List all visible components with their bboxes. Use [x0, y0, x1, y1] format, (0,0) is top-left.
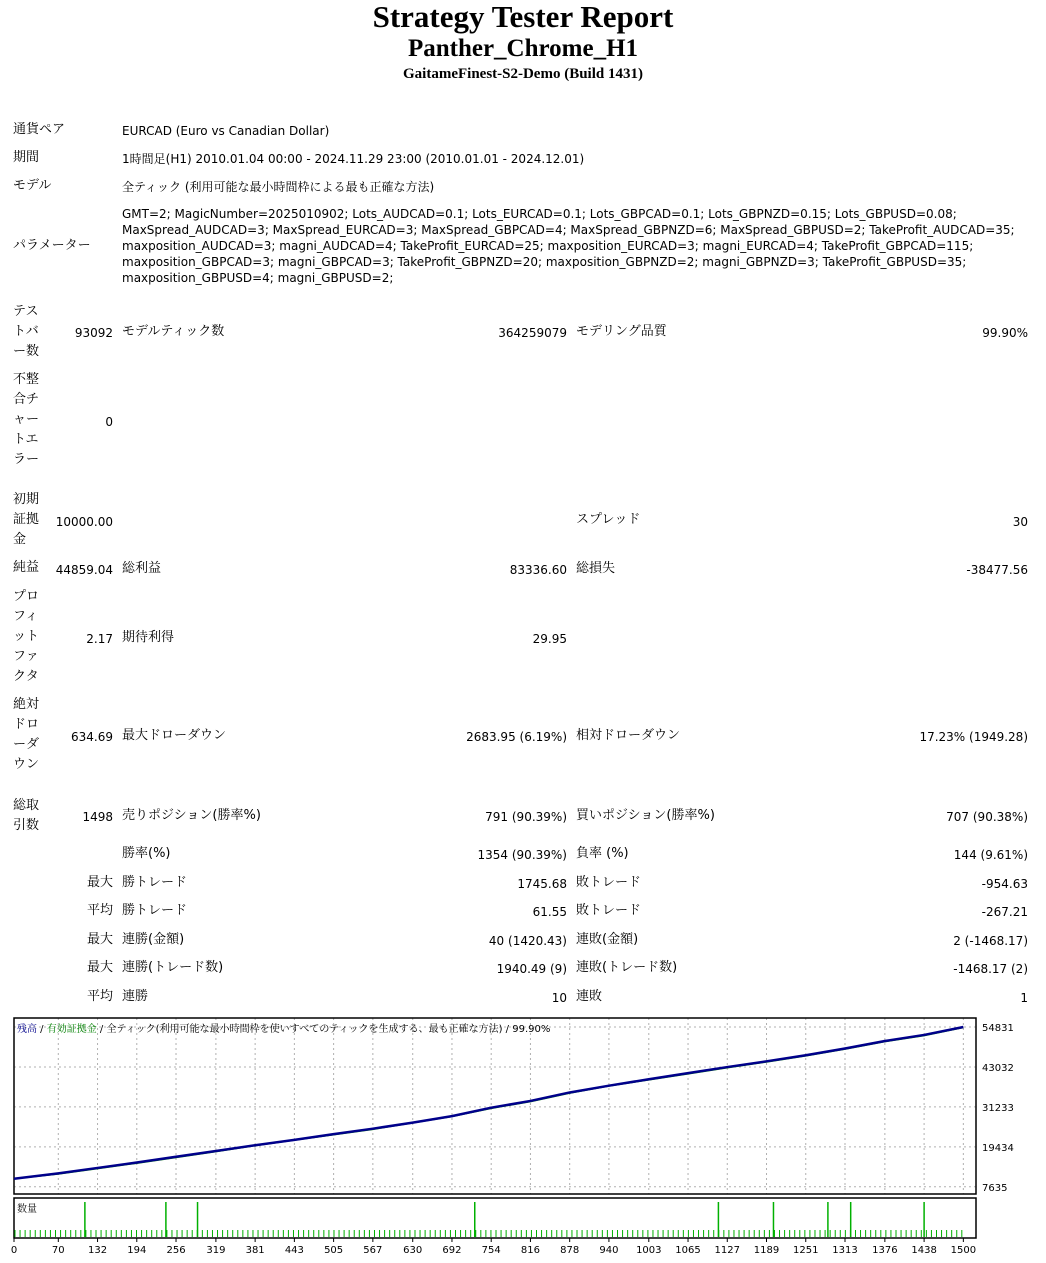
- x-tick-label: 443: [284, 1245, 304, 1256]
- average-prefix: 平均: [86, 903, 113, 918]
- winrate-label: 勝率(%): [122, 846, 171, 861]
- x-tick-label: 319: [206, 1245, 226, 1256]
- pair-label: 通貨ペア: [13, 122, 66, 137]
- x-tick-label: 940: [599, 1245, 619, 1256]
- max-cons-lossamt-label: 連敗(トレード数): [576, 960, 678, 975]
- abs-dd-label: 絶対ドローダウン: [13, 697, 40, 772]
- x-tick-label: 1251: [793, 1245, 819, 1256]
- x-tick-label: 132: [87, 1245, 108, 1256]
- long-value: 707 (90.38%): [946, 810, 1028, 824]
- balance-chart: [12, 1016, 1034, 1260]
- gross-loss-label: 総損失: [576, 561, 616, 576]
- largest-loss-label: 敗トレード: [576, 875, 642, 890]
- x-tick-label: 1313: [832, 1245, 858, 1256]
- x-tick-label: 878: [560, 1245, 580, 1256]
- y-tick-label: 43032: [982, 1062, 1014, 1074]
- avg-cons-loss-label: 連敗: [576, 989, 603, 1004]
- gross-profit-label: 総利益: [122, 561, 162, 576]
- ea-name: Panther_Chrome_H1: [407, 35, 639, 62]
- bars-label: テストバー数: [13, 304, 40, 359]
- x-tick-label: 256: [166, 1245, 186, 1256]
- expected-value: 29.95: [532, 632, 567, 646]
- x-tick-label: 505: [324, 1245, 344, 1256]
- chart-legend: 残高 / 有効証拠金 / 全ティック(利用可能な最小時間枠を使いすべてのティックを生成する、最も正確な方法) / 99.90%: [17, 1024, 551, 1035]
- legend-desc: 全ティック(利用可能な最小時間枠を使いすべてのティックを生成する、最も正確な方法): [106, 1024, 503, 1035]
- x-tick-label: 0: [10, 1245, 18, 1256]
- legend-quality: 99.90%: [512, 1024, 551, 1035]
- max-cons-lossamt-value: -1468.17 (2): [953, 962, 1028, 976]
- max-dd-label: 最大ドローダウン: [122, 728, 227, 743]
- largest-prefix: 最大: [86, 875, 113, 890]
- rel-dd-label: 相対ドローダウン: [576, 728, 681, 743]
- x-tick-label: 630: [403, 1245, 423, 1256]
- max-cons-win-label: 連勝(金額): [122, 932, 185, 947]
- volume-label: 数量: [17, 1204, 37, 1215]
- expected-label: 期待利得: [122, 630, 175, 645]
- avg-loss-label: 敗トレード: [576, 903, 642, 918]
- x-tick-label: 754: [481, 1245, 501, 1256]
- max-cons-loss-label: 連敗(金額): [576, 932, 639, 947]
- y-tick-label: 31233: [982, 1102, 1014, 1114]
- avg-cons-prefix: 平均: [86, 989, 113, 1004]
- avg-win-value: 61.55: [532, 905, 567, 919]
- max-cons-prefix: 最大: [86, 932, 113, 947]
- net-label: 純益: [13, 560, 40, 575]
- max-cons-count-prefix: 最大: [86, 960, 113, 975]
- ticks-value: 364259079: [498, 326, 567, 340]
- quality-label: モデリング品質: [576, 324, 667, 339]
- largest-win-label: 勝トレード: [122, 875, 188, 890]
- winrate-value: 1354 (90.39%): [477, 848, 567, 862]
- y-tick-label: 7635: [982, 1182, 1008, 1194]
- x-tick-label: 1189: [753, 1245, 780, 1256]
- y-tick-label: 54831: [982, 1023, 1014, 1035]
- max-cons-profit-label: 連勝(トレード数): [122, 960, 224, 975]
- avg-cons-loss-value: 1: [1020, 991, 1028, 1005]
- x-tick-label: 692: [442, 1245, 462, 1256]
- report-title: Strategy Tester Report: [372, 0, 674, 34]
- params-line-3: maxposition_AUDCAD=3; magni_AUDCAD=4; TakeProfit_EURCAD=25; maxposition_EURCAD=3; magni_EURCAD=4; TakeProfit_GBPCAD=115;: [122, 239, 974, 253]
- avg-cons-win-label: 連勝: [122, 989, 149, 1004]
- params-line-4: maxposition_GBPCAD=3; magni_GBPCAD=3; TakeProfit_GBPNZD=20; maxposition_GBPNZD=2; magni_GBPNZD=3; TakeProfit_GBPUSD=35;: [122, 255, 967, 269]
- params-line-2: MaxSpread_AUDCAD=3; MaxSpread_EURCAD=3; MaxSpread_GBPCAD=4; MaxSpread_GBPNZD=6; MaxSpread_GBPUSD=2; TakeProfit_AUDCAD=35;: [122, 223, 1015, 237]
- abs-dd-value: 634.69: [71, 730, 113, 744]
- max-cons-loss-value: 2 (-1468.17): [953, 934, 1028, 948]
- spread-value: 30: [1012, 515, 1028, 529]
- x-tick-label: 70: [51, 1245, 65, 1256]
- model-label: モデル: [13, 178, 52, 193]
- x-tick-label: 1438: [911, 1245, 937, 1256]
- x-tick-label: 194: [127, 1245, 147, 1256]
- trades-value: 1498: [82, 810, 113, 824]
- avg-loss-value: -267.21: [981, 905, 1028, 919]
- server-name: GaitameFinest-S2-Demo (Build 1431): [403, 66, 643, 82]
- x-tick-label: 816: [520, 1245, 540, 1256]
- rel-dd-value: 17.23% (1949.28): [919, 730, 1028, 744]
- x-tick-label: 1003: [636, 1245, 662, 1256]
- largest-loss-value: -954.63: [981, 877, 1028, 891]
- legend-equity: 有効証拠金: [46, 1024, 97, 1035]
- trades-label: 総取引数: [13, 798, 40, 833]
- x-tick-label: 1376: [872, 1245, 898, 1256]
- pf-value: 2.17: [86, 632, 113, 646]
- quality-value: 99.90%: [982, 326, 1028, 340]
- net-value: 44859.04: [55, 563, 113, 577]
- max-dd-value: 2683.95 (6.19%): [466, 730, 567, 744]
- max-cons-profit-value: 1940.49 (9): [496, 962, 567, 976]
- mismatch-label: 不整合チャートエラー: [13, 372, 40, 467]
- x-tick-label: 1127: [714, 1245, 740, 1256]
- deposit-label: 初期証拠金: [13, 492, 40, 547]
- pf-label: プロフィットファクタ: [13, 589, 40, 684]
- x-tick-label: 567: [363, 1245, 383, 1256]
- lossrate-value: 144 (9.61%): [953, 848, 1028, 862]
- x-tick-label: 1500: [950, 1245, 977, 1256]
- max-cons-win-value: 40 (1420.43): [488, 934, 567, 948]
- long-label: 買いポジション(勝率%): [576, 808, 715, 823]
- ticks-label: モデルティック数: [122, 324, 225, 339]
- params-line-1: GMT=2; MagicNumber=2025010902; Lots_AUDCAD=0.1; Lots_EURCAD=0.1; Lots_GBPCAD=0.1; Lots_GBPNZD=0.15; Lots_GBPUSD=0.08;: [122, 207, 957, 221]
- short-value: 791 (90.39%): [485, 810, 567, 824]
- avg-win-label: 勝トレード: [122, 903, 188, 918]
- mismatch-value: 0: [105, 415, 113, 429]
- period-label: 期間: [13, 150, 40, 165]
- x-tick-label: 381: [245, 1245, 265, 1256]
- bars-value: 93092: [74, 326, 113, 340]
- spread-label: スプレッド: [576, 512, 641, 527]
- gross-profit-value: 83336.60: [509, 563, 567, 577]
- pair-value: EURCAD (Euro vs Canadian Dollar): [122, 124, 330, 138]
- model-value: 全ティック (利用可能な最小時間枠による最も正確な方法): [122, 180, 435, 194]
- largest-win-value: 1745.68: [517, 877, 567, 891]
- gross-loss-value: -38477.56: [966, 563, 1028, 577]
- x-tick-label: 1065: [675, 1245, 701, 1256]
- period-value: 1時間足(H1) 2010.01.04 00:00 - 2024.11.29 23:00 (2010.01.01 - 2024.12.01): [122, 152, 585, 166]
- deposit-value: 10000.00: [55, 515, 113, 529]
- y-tick-label: 19434: [982, 1142, 1014, 1154]
- legend-balance: 残高: [17, 1024, 37, 1035]
- short-label: 売りポジション(勝率%): [122, 808, 261, 823]
- lossrate-label: 負率 (%): [576, 846, 629, 861]
- avg-cons-win-value: 10: [551, 991, 567, 1005]
- params-label: パラメーター: [13, 238, 91, 253]
- params-line-5: maxposition_GBPUSD=4; magni_GBPUSD=2;: [122, 271, 394, 285]
